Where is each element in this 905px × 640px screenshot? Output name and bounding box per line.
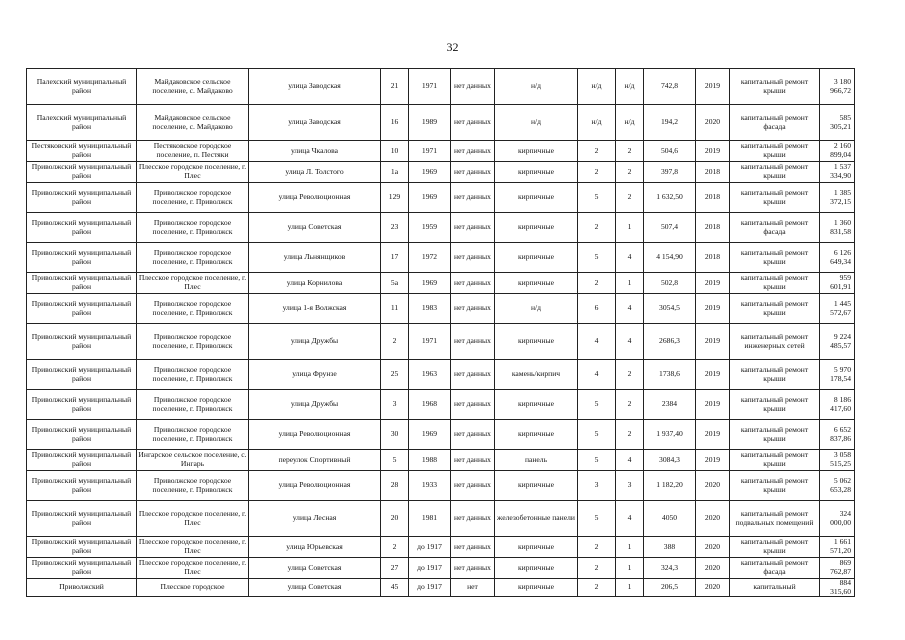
table-row	[27, 324, 855, 360]
settlement-cell: Приволжское городское поселение, г. Приволжск	[137, 360, 249, 390]
wall-material-cell: кирпичные	[495, 537, 578, 558]
street-cell: улица Л. Толстого	[249, 162, 381, 183]
settlement-cell: Приволжское городское поселение, г. Приволжск	[137, 324, 249, 360]
wear-cell: нет данных	[451, 105, 495, 141]
wear-cell: нет данных	[451, 141, 495, 162]
street-cell: улица Дружбы	[249, 390, 381, 420]
area-cell: 4 154,90	[644, 243, 696, 273]
entrances-cell: 4	[616, 324, 644, 360]
wall-material-cell: панель	[495, 450, 578, 471]
plan-year-cell: 2020	[696, 558, 730, 579]
work-type-cell: капитальный ремонт инженерных сетей	[730, 324, 820, 360]
district-cell: Палехский муниципальный район	[27, 69, 137, 105]
plan-year-cell: 2020	[696, 579, 730, 597]
build-year-cell: 1988	[409, 450, 451, 471]
wall-material-cell: кирпичные	[495, 183, 578, 213]
wall-material-cell: кирпичные	[495, 390, 578, 420]
build-year-cell: 1969	[409, 420, 451, 450]
house-number-cell: 25	[381, 360, 409, 390]
entrances-cell: 1	[616, 537, 644, 558]
street-cell: улица Советская	[249, 558, 381, 579]
entrances-cell: 4	[616, 294, 644, 324]
area-cell: 2686,3	[644, 324, 696, 360]
house-number-cell: 129	[381, 183, 409, 213]
street-cell: улица Заводская	[249, 105, 381, 141]
cost-cell: 1 537 334,90	[820, 162, 855, 183]
wall-material-cell: камень/кирпич	[495, 360, 578, 390]
build-year-cell: до 1917	[409, 537, 451, 558]
plan-year-cell: 2019	[696, 450, 730, 471]
build-year-cell: 1963	[409, 360, 451, 390]
entrances-cell: 4	[616, 243, 644, 273]
cost-cell: 6 652 837,86	[820, 420, 855, 450]
wear-cell: нет данных	[451, 450, 495, 471]
street-cell: улица Корнилова	[249, 273, 381, 294]
wear-cell: нет данных	[451, 471, 495, 501]
wall-material-cell: н/д	[495, 294, 578, 324]
plan-year-cell: 2020	[696, 105, 730, 141]
floors-cell: 2	[578, 579, 616, 597]
plan-year-cell: 2018	[696, 243, 730, 273]
district-cell: Приволжский муниципальный район	[27, 537, 137, 558]
floors-cell: 2	[578, 141, 616, 162]
floors-cell: 5	[578, 420, 616, 450]
cost-cell: 2 160 899,04	[820, 141, 855, 162]
district-cell: Приволжский муниципальный район	[27, 243, 137, 273]
work-type-cell: капитальный ремонт крыши	[730, 69, 820, 105]
build-year-cell: 1969	[409, 162, 451, 183]
street-cell: улица Дружбы	[249, 324, 381, 360]
wall-material-cell: кирпичные	[495, 558, 578, 579]
cost-cell: 869 762,87	[820, 558, 855, 579]
settlement-cell: Майдаковское сельское поселение, с. Майдаково	[137, 69, 249, 105]
wear-cell: нет данных	[451, 243, 495, 273]
plan-year-cell: 2019	[696, 141, 730, 162]
street-cell: улица Революционная	[249, 420, 381, 450]
cost-cell: 959 601,91	[820, 273, 855, 294]
wall-material-cell: железобетонные панели	[495, 501, 578, 537]
entrances-cell: 3	[616, 471, 644, 501]
table-row	[27, 579, 855, 597]
wall-material-cell: кирпичные	[495, 141, 578, 162]
settlement-cell: Приволжское городское поселение, г. Приволжск	[137, 471, 249, 501]
work-type-cell: капитальный ремонт крыши	[730, 141, 820, 162]
wear-cell: нет данных	[451, 558, 495, 579]
district-cell: Приволжский муниципальный район	[27, 213, 137, 243]
house-number-cell: 3	[381, 390, 409, 420]
wear-cell: нет данных	[451, 324, 495, 360]
area-cell: 1738,6	[644, 360, 696, 390]
house-number-cell: 30	[381, 420, 409, 450]
house-number-cell: 10	[381, 141, 409, 162]
cost-cell: 8 186 417,60	[820, 390, 855, 420]
area-cell: 206,5	[644, 579, 696, 597]
floors-cell: 4	[578, 360, 616, 390]
area-cell: 324,3	[644, 558, 696, 579]
plan-year-cell: 2019	[696, 69, 730, 105]
work-type-cell: капитальный ремонт крыши	[730, 471, 820, 501]
house-number-cell: 1а	[381, 162, 409, 183]
entrances-cell: н/д	[616, 69, 644, 105]
area-cell: 2384	[644, 390, 696, 420]
plan-year-cell: 2019	[696, 390, 730, 420]
area-cell: 3054,5	[644, 294, 696, 324]
district-cell: Приволжский муниципальный район	[27, 294, 137, 324]
floors-cell: 4	[578, 324, 616, 360]
work-type-cell: капитальный ремонт крыши	[730, 360, 820, 390]
wear-cell: нет данных	[451, 213, 495, 243]
area-cell: 1 182,20	[644, 471, 696, 501]
floors-cell: 2	[578, 558, 616, 579]
entrances-cell: 2	[616, 390, 644, 420]
plan-year-cell: 2020	[696, 537, 730, 558]
floors-cell: 6	[578, 294, 616, 324]
plan-year-cell: 2018	[696, 213, 730, 243]
build-year-cell: 1989	[409, 105, 451, 141]
wear-cell: нет	[451, 579, 495, 597]
cost-cell: 324 000,00	[820, 501, 855, 537]
street-cell: улица Чкалова	[249, 141, 381, 162]
table-row	[27, 105, 855, 141]
build-year-cell: 1972	[409, 243, 451, 273]
cost-cell: 585 305,21	[820, 105, 855, 141]
floors-cell: 2	[578, 273, 616, 294]
wear-cell: нет данных	[451, 183, 495, 213]
table-row	[27, 69, 855, 105]
street-cell: улица Революционная	[249, 183, 381, 213]
wall-material-cell: кирпичные	[495, 273, 578, 294]
plan-year-cell: 2019	[696, 273, 730, 294]
settlement-cell: Плесское городское	[137, 579, 249, 597]
area-cell: 742,8	[644, 69, 696, 105]
work-type-cell: капитальный ремонт крыши	[730, 183, 820, 213]
wear-cell: нет данных	[451, 69, 495, 105]
district-cell: Приволжский муниципальный район	[27, 450, 137, 471]
street-cell: переулок Спортивный	[249, 450, 381, 471]
build-year-cell: 1968	[409, 390, 451, 420]
settlement-cell: Плесское городское поселение, г. Плес	[137, 501, 249, 537]
work-type-cell: капитальный ремонт крыши	[730, 450, 820, 471]
house-number-cell: 20	[381, 501, 409, 537]
wall-material-cell: н/д	[495, 105, 578, 141]
settlement-cell: Приволжское городское поселение, г. Приволжск	[137, 243, 249, 273]
house-number-cell: 28	[381, 471, 409, 501]
floors-cell: 5	[578, 450, 616, 471]
floors-cell: 5	[578, 501, 616, 537]
cost-cell: 884 315,60	[820, 579, 855, 597]
table-row	[27, 360, 855, 390]
build-year-cell: 1959	[409, 213, 451, 243]
settlement-cell: Приволжское городское поселение, г. Приволжск	[137, 183, 249, 213]
street-cell: улица Заводская	[249, 69, 381, 105]
entrances-cell: 1	[616, 558, 644, 579]
work-type-cell: капитальный ремонт крыши	[730, 420, 820, 450]
area-cell: 1 937,40	[644, 420, 696, 450]
district-cell: Приволжский муниципальный район	[27, 273, 137, 294]
work-type-cell: капитальный ремонт фасада	[730, 558, 820, 579]
settlement-cell: Приволжское городское поселение, г. Приволжск	[137, 420, 249, 450]
floors-cell: н/д	[578, 105, 616, 141]
plan-year-cell: 2019	[696, 360, 730, 390]
district-cell: Приволжский муниципальный район	[27, 501, 137, 537]
house-number-cell: 2	[381, 537, 409, 558]
street-cell: улица Советская	[249, 213, 381, 243]
build-year-cell: 1971	[409, 141, 451, 162]
cost-cell: 5 970 178,54	[820, 360, 855, 390]
street-cell: улица Юрьевская	[249, 537, 381, 558]
district-cell: Приволжский муниципальный район	[27, 390, 137, 420]
build-year-cell: 1983	[409, 294, 451, 324]
page-number: 32	[446, 40, 459, 54]
work-type-cell: капитальный ремонт крыши	[730, 273, 820, 294]
settlement-cell: Приволжское городское поселение, г. Приволжск	[137, 294, 249, 324]
housing-repair-table	[26, 68, 855, 597]
floors-cell: 5	[578, 183, 616, 213]
entrances-cell: 1	[616, 213, 644, 243]
entrances-cell: н/д	[616, 105, 644, 141]
cost-cell: 6 126 649,34	[820, 243, 855, 273]
build-year-cell: до 1917	[409, 558, 451, 579]
house-number-cell: 2	[381, 324, 409, 360]
settlement-cell: Приволжское городское поселение, г. Приволжск	[137, 213, 249, 243]
plan-year-cell: 2018	[696, 183, 730, 213]
wear-cell: нет данных	[451, 537, 495, 558]
settlement-cell: Плесское городское поселение, г. Плес	[137, 162, 249, 183]
district-cell: Приволжский муниципальный район	[27, 420, 137, 450]
house-number-cell: 5	[381, 450, 409, 471]
street-cell: улица 1-я Волжская	[249, 294, 381, 324]
house-number-cell: 17	[381, 243, 409, 273]
area-cell: 194,2	[644, 105, 696, 141]
street-cell: улица Советская	[249, 579, 381, 597]
plan-year-cell: 2019	[696, 324, 730, 360]
house-number-cell: 27	[381, 558, 409, 579]
plan-year-cell: 2019	[696, 420, 730, 450]
table-row	[27, 420, 855, 450]
floors-cell: 5	[578, 243, 616, 273]
entrances-cell: 2	[616, 162, 644, 183]
settlement-cell: Приволжское городское поселение, г. Приволжск	[137, 390, 249, 420]
house-number-cell: 11	[381, 294, 409, 324]
wear-cell: нет данных	[451, 294, 495, 324]
table-row	[27, 558, 855, 579]
wear-cell: нет данных	[451, 162, 495, 183]
table-body	[27, 69, 855, 597]
area-cell: 1 632,50	[644, 183, 696, 213]
build-year-cell: 1969	[409, 183, 451, 213]
wall-material-cell: кирпичные	[495, 243, 578, 273]
entrances-cell: 2	[616, 360, 644, 390]
settlement-cell: Ингарское сельское поселение, с. Ингарь	[137, 450, 249, 471]
wear-cell: нет данных	[451, 501, 495, 537]
area-cell: 4050	[644, 501, 696, 537]
plan-year-cell: 2018	[696, 162, 730, 183]
work-type-cell: капитальный ремонт крыши	[730, 390, 820, 420]
entrances-cell: 1	[616, 579, 644, 597]
district-cell: Приволжский муниципальный район	[27, 360, 137, 390]
cost-cell: 3 180 966,72	[820, 69, 855, 105]
street-cell: улица Лесная	[249, 501, 381, 537]
wear-cell: нет данных	[451, 390, 495, 420]
table-row	[27, 243, 855, 273]
district-cell: Приволжский муниципальный район	[27, 558, 137, 579]
floors-cell: 2	[578, 213, 616, 243]
cost-cell: 5 062 653,28	[820, 471, 855, 501]
work-type-cell: капитальный ремонт крыши	[730, 243, 820, 273]
house-number-cell: 21	[381, 69, 409, 105]
work-type-cell: капитальный ремонт крыши	[730, 537, 820, 558]
entrances-cell: 4	[616, 501, 644, 537]
work-type-cell: капитальный ремонт крыши	[730, 162, 820, 183]
settlement-cell: Пестяковское городское поселение, п. Пестяки	[137, 141, 249, 162]
district-cell: Приволжский муниципальный район	[27, 324, 137, 360]
cost-cell: 1 385 372,15	[820, 183, 855, 213]
entrances-cell: 2	[616, 183, 644, 213]
house-number-cell: 16	[381, 105, 409, 141]
floors-cell: 5	[578, 390, 616, 420]
build-year-cell: до 1917	[409, 579, 451, 597]
district-cell: Палехский муниципальный район	[27, 105, 137, 141]
entrances-cell: 2	[616, 141, 644, 162]
entrances-cell: 2	[616, 420, 644, 450]
area-cell: 507,4	[644, 213, 696, 243]
cost-cell: 3 058 515,25	[820, 450, 855, 471]
floors-cell: 2	[578, 537, 616, 558]
district-cell: Приволжский муниципальный район	[27, 183, 137, 213]
wear-cell: нет данных	[451, 360, 495, 390]
work-type-cell: капитальный ремонт подвальных помещений	[730, 501, 820, 537]
area-cell: 504,6	[644, 141, 696, 162]
work-type-cell: капитальный ремонт фасада	[730, 213, 820, 243]
district-cell: Пестяковский муниципальный район	[27, 141, 137, 162]
floors-cell: 3	[578, 471, 616, 501]
area-cell: 3084,3	[644, 450, 696, 471]
build-year-cell: 1971	[409, 69, 451, 105]
build-year-cell: 1933	[409, 471, 451, 501]
street-cell: улица Льнянщиков	[249, 243, 381, 273]
wall-material-cell: н/д	[495, 69, 578, 105]
house-number-cell: 23	[381, 213, 409, 243]
area-cell: 397,8	[644, 162, 696, 183]
cost-cell: 9 224 485,57	[820, 324, 855, 360]
area-cell: 388	[644, 537, 696, 558]
settlement-cell: Плесское городское поселение, г. Плес	[137, 273, 249, 294]
table-row	[27, 273, 855, 294]
table-row	[27, 294, 855, 324]
table-row	[27, 537, 855, 558]
settlement-cell: Плесское городское поселение, г. Плес	[137, 558, 249, 579]
plan-year-cell: 2020	[696, 471, 730, 501]
district-cell: Приволжский муниципальный район	[27, 471, 137, 501]
work-type-cell: капитальный ремонт крыши	[730, 294, 820, 324]
wall-material-cell: кирпичные	[495, 579, 578, 597]
cost-cell: 1 661 571,20	[820, 537, 855, 558]
table-row	[27, 450, 855, 471]
house-number-cell: 5а	[381, 273, 409, 294]
plan-year-cell: 2020	[696, 501, 730, 537]
entrances-cell: 4	[616, 450, 644, 471]
house-number-cell: 45	[381, 579, 409, 597]
cost-cell: 1 360 831,58	[820, 213, 855, 243]
table-row	[27, 390, 855, 420]
settlement-cell: Плесское городское поселение, г. Плес	[137, 537, 249, 558]
district-cell: Приволжский	[27, 579, 137, 597]
wall-material-cell: кирпичные	[495, 162, 578, 183]
wear-cell: нет данных	[451, 420, 495, 450]
floors-cell: н/д	[578, 69, 616, 105]
work-type-cell: капитальный	[730, 579, 820, 597]
wall-material-cell: кирпичные	[495, 213, 578, 243]
plan-year-cell: 2019	[696, 294, 730, 324]
district-cell: Приволжский муниципальный район	[27, 162, 137, 183]
street-cell: улица Фрунзе	[249, 360, 381, 390]
wall-material-cell: кирпичные	[495, 324, 578, 360]
cost-cell: 1 445 572,67	[820, 294, 855, 324]
settlement-cell: Майдаковское сельское поселение, с. Майдаково	[137, 105, 249, 141]
entrances-cell: 1	[616, 273, 644, 294]
build-year-cell: 1981	[409, 501, 451, 537]
table-row	[27, 141, 855, 162]
area-cell: 502,8	[644, 273, 696, 294]
wall-material-cell: кирпичные	[495, 420, 578, 450]
wall-material-cell: кирпичные	[495, 471, 578, 501]
work-type-cell: капитальный ремонт фасада	[730, 105, 820, 141]
street-cell: улица Революционная	[249, 471, 381, 501]
table-row	[27, 183, 855, 213]
build-year-cell: 1971	[409, 324, 451, 360]
floors-cell: 2	[578, 162, 616, 183]
build-year-cell: 1969	[409, 273, 451, 294]
table-row	[27, 471, 855, 501]
table-row	[27, 501, 855, 537]
table-row	[27, 162, 855, 183]
wear-cell: нет данных	[451, 273, 495, 294]
table-row	[27, 213, 855, 243]
